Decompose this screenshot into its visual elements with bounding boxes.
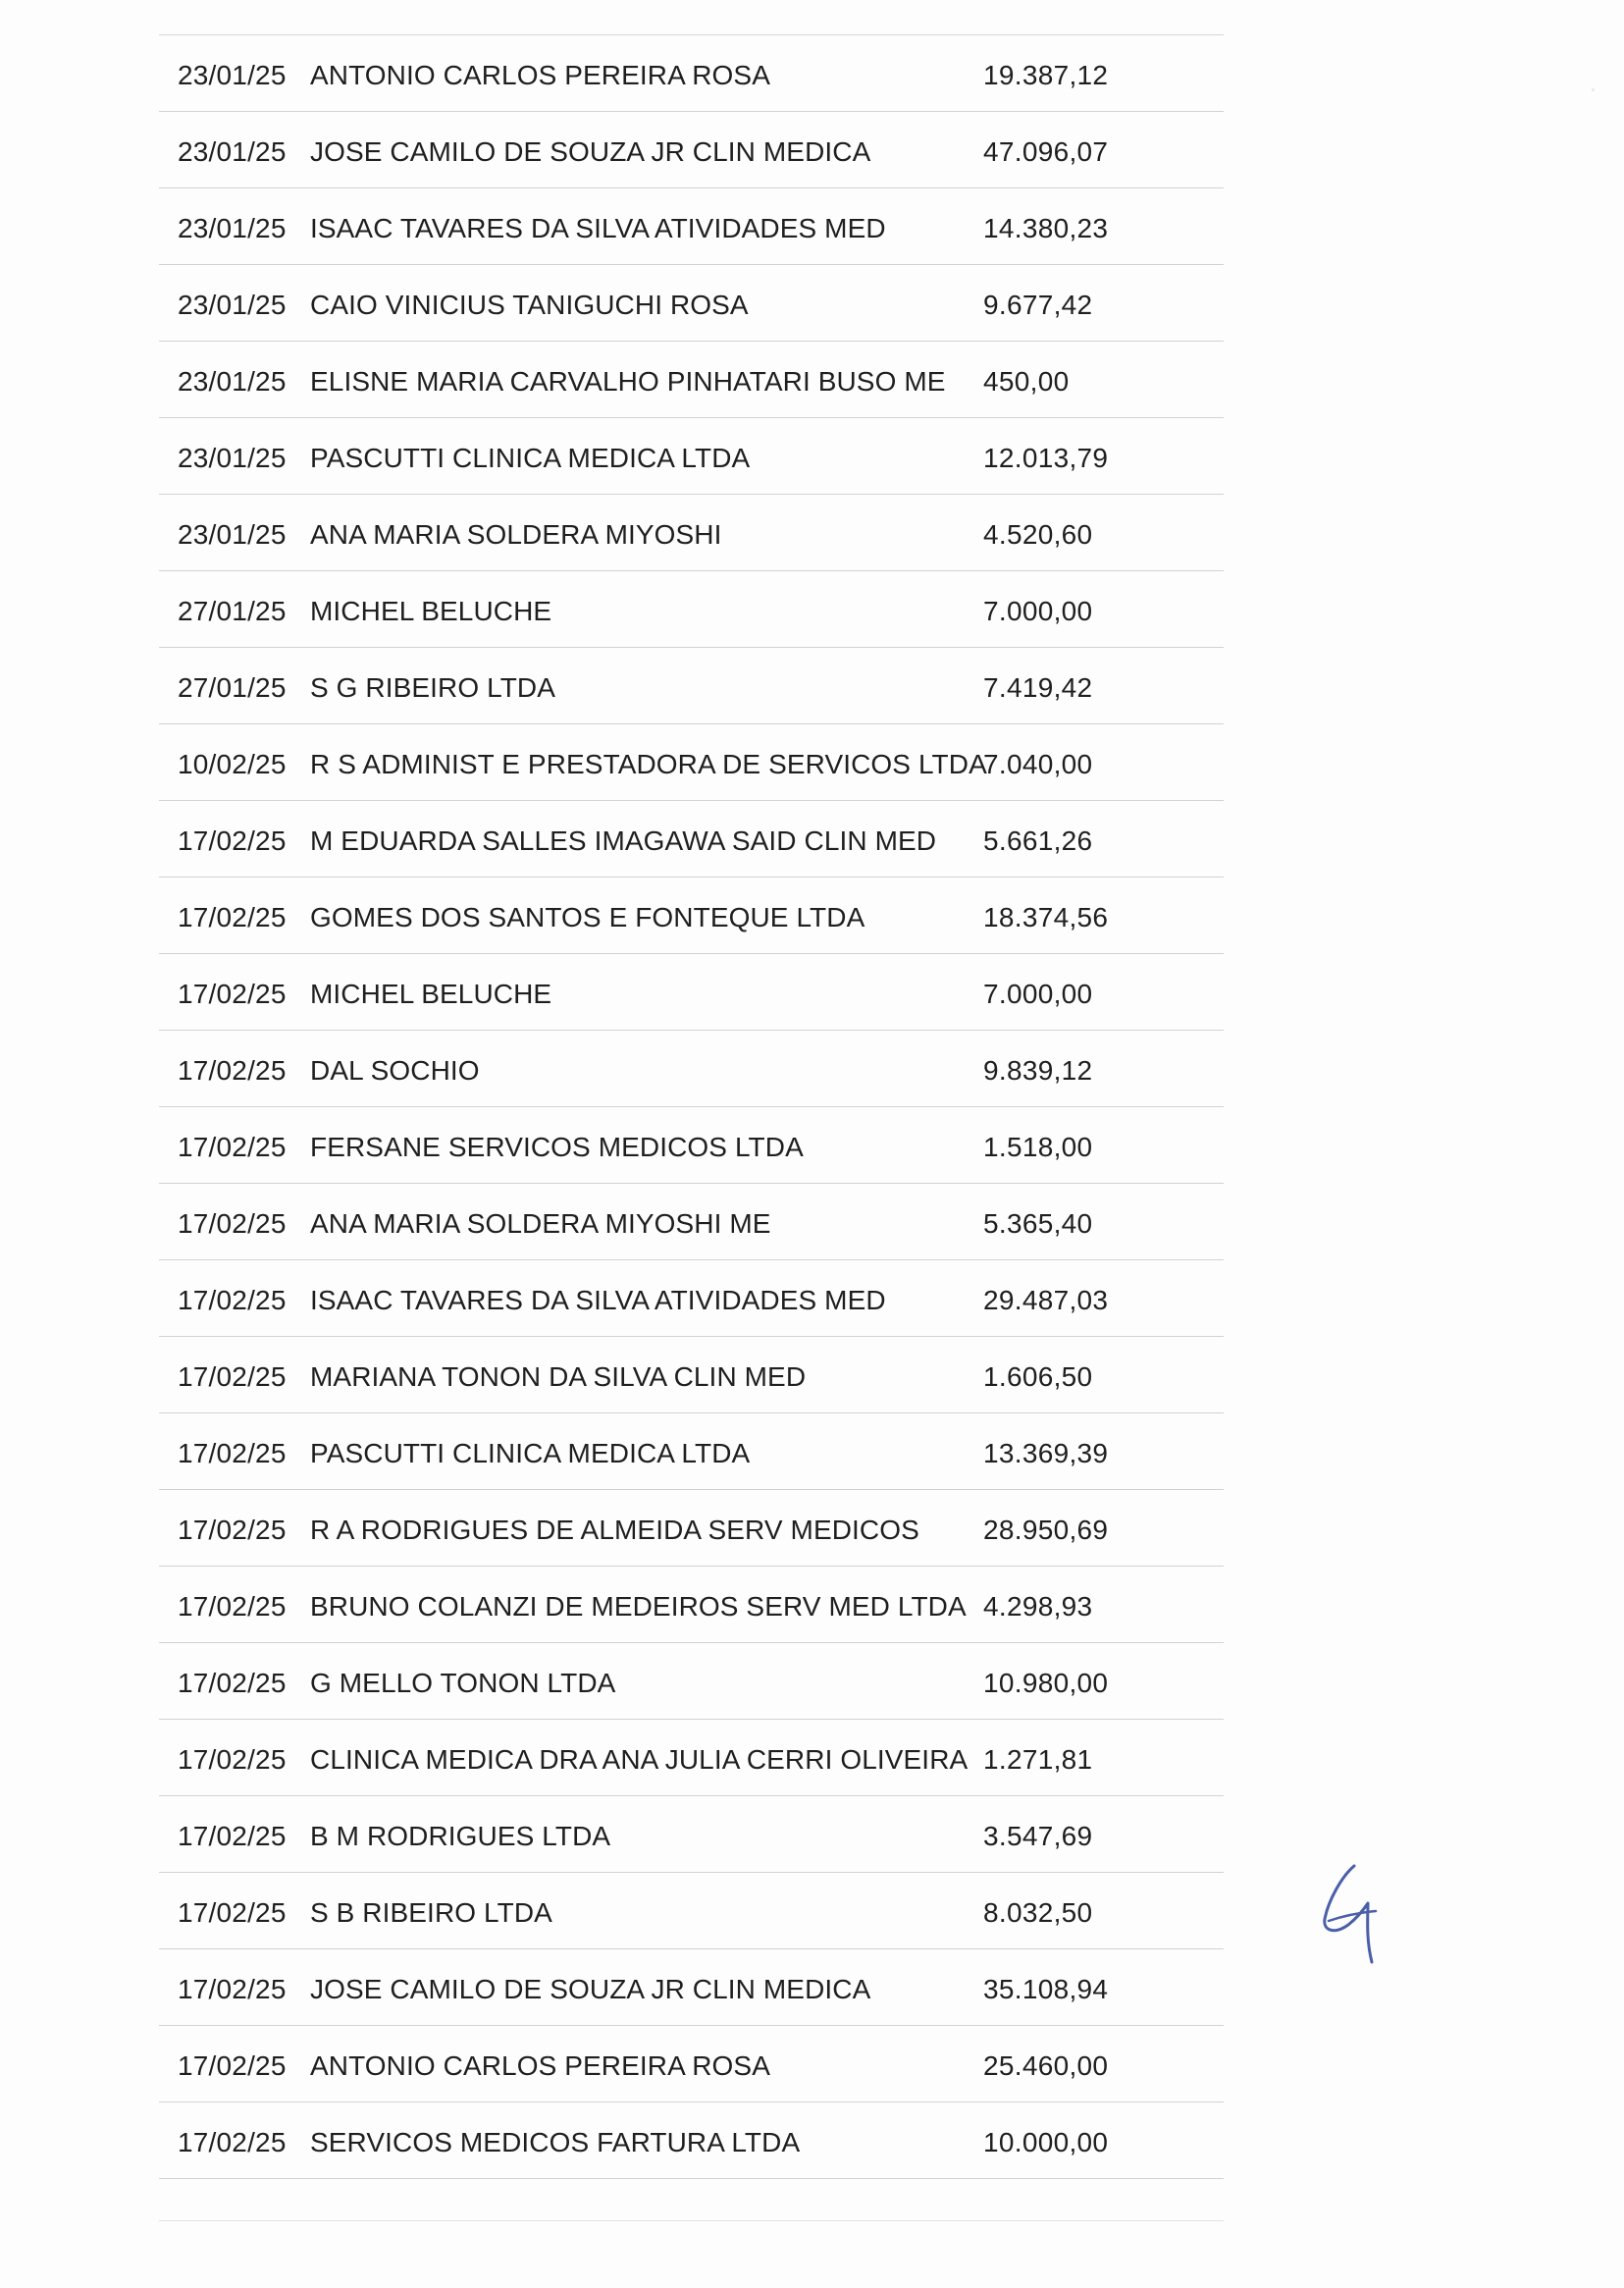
row-amount: 29.487,03 bbox=[983, 1285, 1109, 1315]
row-payee-name: MICHEL BELUCHE bbox=[310, 596, 552, 626]
ledger-row bbox=[159, 1643, 1224, 1720]
row-payee-name: G MELLO TONON LTDA bbox=[310, 1668, 616, 1698]
ledger-row bbox=[159, 1337, 1224, 1413]
ledger-row bbox=[159, 1413, 1224, 1490]
row-amount: 13.369,39 bbox=[983, 1438, 1109, 1468]
row-amount: 35.108,94 bbox=[983, 1974, 1109, 2004]
row-amount: 28.950,69 bbox=[983, 1515, 1109, 1545]
row-date: 17/02/25 bbox=[178, 1438, 287, 1468]
ledger-row bbox=[159, 112, 1224, 188]
row-amount: 12.013,79 bbox=[983, 443, 1109, 473]
row-date: 17/02/25 bbox=[178, 1744, 287, 1775]
row-payee-name: CAIO VINICIUS TANIGUCHI ROSA bbox=[310, 290, 749, 320]
row-amount: 5.365,40 bbox=[983, 1208, 1093, 1239]
row-date: 17/02/25 bbox=[178, 2127, 287, 2157]
ledger-row bbox=[159, 495, 1224, 571]
row-amount: 3.547,69 bbox=[983, 1821, 1093, 1851]
row-payee-name: BRUNO COLANZI DE MEDEIROS SERV MED LTDA bbox=[310, 1591, 967, 1622]
row-amount: 1.518,00 bbox=[983, 1132, 1093, 1162]
row-payee-name: SERVICOS MEDICOS FARTURA LTDA bbox=[310, 2127, 801, 2157]
row-amount: 4.520,60 bbox=[983, 519, 1093, 550]
row-payee-name: ANTONIO CARLOS PEREIRA ROSA bbox=[310, 2050, 770, 2081]
ledger-row bbox=[159, 342, 1224, 418]
row-date: 23/01/25 bbox=[178, 60, 287, 90]
scan-speck bbox=[1592, 88, 1595, 91]
row-amount: 4.298,93 bbox=[983, 1591, 1093, 1622]
row-payee-name: ISAAC TAVARES DA SILVA ATIVIDADES MED bbox=[310, 1285, 886, 1315]
ledger-row bbox=[159, 265, 1224, 342]
row-date: 23/01/25 bbox=[178, 136, 287, 167]
row-date: 17/02/25 bbox=[178, 1285, 287, 1315]
row-amount: 7.000,00 bbox=[983, 979, 1093, 1009]
row-amount: 7.419,42 bbox=[983, 672, 1093, 703]
row-amount: 9.839,12 bbox=[983, 1055, 1093, 1086]
row-date: 10/02/25 bbox=[178, 749, 287, 779]
empty-trailing-row bbox=[159, 2179, 1224, 2221]
row-date: 23/01/25 bbox=[178, 290, 287, 320]
ledger-row bbox=[159, 2026, 1224, 2102]
row-date: 23/01/25 bbox=[178, 443, 287, 473]
row-date: 17/02/25 bbox=[178, 1208, 287, 1239]
ledger-row bbox=[159, 1720, 1224, 1796]
row-payee-name: R A RODRIGUES DE ALMEIDA SERV MEDICOS bbox=[310, 1515, 919, 1545]
row-date: 17/02/25 bbox=[178, 1974, 287, 2004]
ledger-row bbox=[159, 1873, 1224, 1949]
row-payee-name: M EDUARDA SALLES IMAGAWA SAID CLIN MED bbox=[310, 825, 937, 856]
row-payee-name: FERSANE SERVICOS MEDICOS LTDA bbox=[310, 1132, 804, 1162]
row-date: 17/02/25 bbox=[178, 2050, 287, 2081]
row-amount: 19.387,12 bbox=[983, 60, 1109, 90]
row-payee-name: ISAAC TAVARES DA SILVA ATIVIDADES MED bbox=[310, 213, 886, 243]
row-date: 23/01/25 bbox=[178, 519, 287, 550]
ledger-row bbox=[159, 1490, 1224, 1567]
row-amount: 18.374,56 bbox=[983, 902, 1109, 932]
row-date: 17/02/25 bbox=[178, 825, 287, 856]
row-amount: 7.040,00 bbox=[983, 749, 1093, 779]
ledger-row bbox=[159, 1031, 1224, 1107]
row-date: 17/02/25 bbox=[178, 902, 287, 932]
ledger-table bbox=[159, 34, 1224, 2221]
ledger-row bbox=[159, 418, 1224, 495]
row-amount: 7.000,00 bbox=[983, 596, 1093, 626]
handwritten-mark-stroke bbox=[1325, 1866, 1372, 1962]
row-date: 27/01/25 bbox=[178, 672, 287, 703]
row-date: 23/01/25 bbox=[178, 366, 287, 397]
row-amount: 450,00 bbox=[983, 366, 1070, 397]
row-payee-name: ANTONIO CARLOS PEREIRA ROSA bbox=[310, 60, 770, 90]
row-date: 17/02/25 bbox=[178, 1897, 287, 1928]
ledger-row bbox=[159, 188, 1224, 265]
ledger-row bbox=[159, 648, 1224, 724]
row-amount: 10.000,00 bbox=[983, 2127, 1109, 2157]
ledger-row bbox=[159, 571, 1224, 648]
row-date: 17/02/25 bbox=[178, 1132, 287, 1162]
row-amount: 14.380,23 bbox=[983, 213, 1109, 243]
row-amount: 1.606,50 bbox=[983, 1361, 1093, 1392]
handwritten-mark-icon bbox=[1315, 1860, 1384, 1968]
row-date: 17/02/25 bbox=[178, 1591, 287, 1622]
row-payee-name: PASCUTTI CLINICA MEDICA LTDA bbox=[310, 443, 751, 473]
row-date: 17/02/25 bbox=[178, 1821, 287, 1851]
row-payee-name: JOSE CAMILO DE SOUZA JR CLIN MEDICA bbox=[310, 136, 871, 167]
row-payee-name: JOSE CAMILO DE SOUZA JR CLIN MEDICA bbox=[310, 1974, 871, 2004]
row-amount: 5.661,26 bbox=[983, 825, 1093, 856]
row-payee-name: DAL SOCHIO bbox=[310, 1055, 480, 1086]
ledger-row bbox=[159, 1796, 1224, 1873]
row-amount: 1.271,81 bbox=[983, 1744, 1093, 1775]
ledger-row bbox=[159, 801, 1224, 878]
row-payee-name: R S ADMINIST E PRESTADORA DE SERVICOS LTDA bbox=[310, 749, 987, 779]
row-amount: 10.980,00 bbox=[983, 1668, 1109, 1698]
row-payee-name: B M RODRIGUES LTDA bbox=[310, 1821, 611, 1851]
ledger-row bbox=[159, 35, 1224, 112]
ledger-rows bbox=[159, 35, 1224, 2179]
row-payee-name: ANA MARIA SOLDERA MIYOSHI ME bbox=[310, 1208, 771, 1239]
row-date: 17/02/25 bbox=[178, 979, 287, 1009]
ledger-row bbox=[159, 954, 1224, 1031]
row-date: 17/02/25 bbox=[178, 1515, 287, 1545]
row-payee-name: PASCUTTI CLINICA MEDICA LTDA bbox=[310, 1438, 751, 1468]
row-date: 23/01/25 bbox=[178, 213, 287, 243]
row-payee-name: MICHEL BELUCHE bbox=[310, 979, 552, 1009]
row-amount: 8.032,50 bbox=[983, 1897, 1093, 1928]
row-amount: 47.096,07 bbox=[983, 136, 1109, 167]
ledger-row bbox=[159, 1184, 1224, 1260]
ledger-row bbox=[159, 2102, 1224, 2179]
row-payee-name: ANA MARIA SOLDERA MIYOSHI bbox=[310, 519, 722, 550]
row-amount: 25.460,00 bbox=[983, 2050, 1109, 2081]
ledger-row bbox=[159, 1260, 1224, 1337]
row-amount: 9.677,42 bbox=[983, 290, 1093, 320]
row-date: 27/01/25 bbox=[178, 596, 287, 626]
row-payee-name: S G RIBEIRO LTDA bbox=[310, 672, 556, 703]
row-date: 17/02/25 bbox=[178, 1668, 287, 1698]
row-payee-name: MARIANA TONON DA SILVA CLIN MED bbox=[310, 1361, 807, 1392]
row-date: 17/02/25 bbox=[178, 1055, 287, 1086]
ledger-row bbox=[159, 1107, 1224, 1184]
row-payee-name: S B RIBEIRO LTDA bbox=[310, 1897, 552, 1928]
ledger-row bbox=[159, 878, 1224, 954]
row-payee-name: ELISNE MARIA CARVALHO PINHATARI BUSO ME bbox=[310, 366, 946, 397]
ledger-row bbox=[159, 724, 1224, 801]
ledger-row bbox=[159, 1949, 1224, 2026]
row-payee-name: CLINICA MEDICA DRA ANA JULIA CERRI OLIVEIRA bbox=[310, 1744, 969, 1775]
row-payee-name: GOMES DOS SANTOS E FONTEQUE LTDA bbox=[310, 902, 865, 932]
row-date: 17/02/25 bbox=[178, 1361, 287, 1392]
ledger-row bbox=[159, 1567, 1224, 1643]
